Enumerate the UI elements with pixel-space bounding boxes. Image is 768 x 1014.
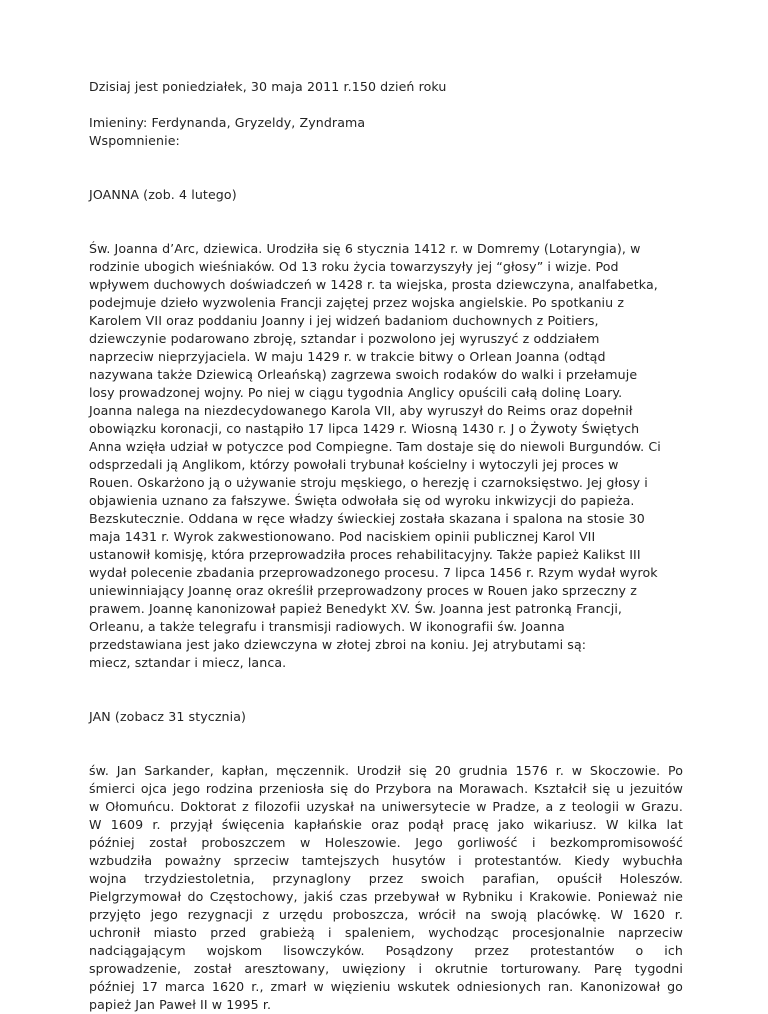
- paragraph-line: uniewinniający Joannę oraz określił przeprowadzony proces w Rouen jako sprzeczny z: [89, 583, 637, 598]
- paragraph-line: Joanna nalega na niezdecydowanego Karola VII, aby wyruszył do Reims oraz dopełnił: [89, 403, 633, 418]
- paragraph-line: przyjęto jego rezygnacji z urzędu proboszcza, wrócił na swoją placówkę. W 1620 r.: [89, 907, 683, 922]
- name-days-line: Imieniny: Ferdynanda, Gryzeldy, Zyndrama: [89, 115, 366, 130]
- paragraph-line: maja 1431 r. Wyrok zakwestionowano. Pod naciskiem opinii publicznej Karol VII: [89, 529, 596, 544]
- paragraph-line: uchronił miasto przed grabieżą i spaleniem, wychodząc procesjonalnie naprzeciw: [89, 925, 683, 940]
- paragraph-line: Św. Joanna d’Arc, dziewica. Urodziła się 6 stycznia 1412 r. w Domremy (Lotaryngia), w: [89, 241, 641, 256]
- paragraph-line: W 1609 r. przyjął święcenia kapłańskie oraz podął pracę jako wikariusz. W kilka lat: [89, 817, 683, 832]
- paragraph-line: nadciągającym wojskom lisowczyków. Posądzony przez protestantów o ich: [89, 943, 683, 958]
- paragraph-line: ustanowił komisję, która przeprowadziła proces rehabilitacyjny. Także papież Kalikst III: [89, 547, 641, 562]
- paragraph-line: Bezskutecznie. Oddana w ręce władzy świeckiej została skazana i spalona na stosie 30: [89, 511, 645, 526]
- paragraph-line: w Ołomuńcu. Doktorat z filozofii uzyskał na uniwersytecie w Pradze, a z teologii w Grazu.: [89, 799, 683, 814]
- paragraph-line: wojna trzydziestoletnia, przynaglony przez swoich parafian, opuścił Holeszów.: [89, 871, 683, 886]
- paragraph-line: wzbudziła poważny sprzeciw tamtejszych husytów i protestantów. Kiedy wybuchła: [89, 853, 683, 868]
- paragraph-line: śmierci ojca jego rodzina przeniosła się do Przybora na Morawach. Kształcił się u jezuitów: [89, 781, 683, 796]
- paragraph-line: Rouen. Oskarżono ją o używanie stroju męskiego, o herezję i czarnoksięstwo. Jej głosy i: [89, 475, 648, 490]
- paragraph-line: miecz, sztandar i miecz, lanca.: [89, 655, 287, 670]
- paragraph-line: przedstawiana jest jako dziewczyna w złotej zbroi na koniu. Jej atrybutami są:: [89, 637, 587, 652]
- paragraph-line: Orleanu, a także telegrafu i transmisji radiowych. W ikonografii św. Joanna: [89, 619, 565, 634]
- paragraph-line: później 17 marca 1620 r., zmarł w więzieniu wskutek odniesionych ran. Kanonizował go: [89, 979, 683, 994]
- jan-paragraph: [89, 762, 683, 1014]
- jan-heading: JAN (zobacz 31 stycznia): [89, 709, 247, 724]
- paragraph-line: Anna wzięła udział w potyczce pod Compiegne. Tam dostaje się do niewoli Burgundów. Ci: [89, 439, 661, 454]
- paragraph-line: losy prowadzonej wojny. Po niej w ciągu tygodnia Anglicy opuścili całą dolinę Loary.: [89, 385, 623, 400]
- paragraph-line: św. Jan Sarkander, kapłan, męczennik. Urodził się 20 grudnia 1576 r. w Skoczowie. Po: [89, 763, 683, 778]
- document-page: [89, 78, 683, 1014]
- paragraph-line: sprowadzenie, został aresztowany, uwięziony i okrutnie torturowany. Parę tygodni: [89, 961, 683, 976]
- paragraph-line: odsprzedali ją Anglikom, którzy powołali trybunał kościelny i wytoczyli jej proces w: [89, 457, 619, 472]
- paragraph-line: wydał polecenie zbadania przeprowadzonego procesu. 7 lipca 1456 r. Rzym wydał wyrok: [89, 565, 658, 580]
- paragraph-line: dziewczynie podarowano zbroję, sztandar i pozwolono jej wyruszyć z oddziałem: [89, 331, 600, 346]
- paragraph-line: Pielgrzymował do Częstochowy, jakiś czas przebywał w Rybniku i Krakowie. Ponieważ nie: [89, 889, 683, 904]
- paragraph-line: obowiązku koronacji, co nastąpiło 17 lipca 1429 r. Wiosną 1430 r. J o Żywoty Świętych: [89, 421, 640, 436]
- paragraph-line: prawem. Joannę kanonizował papież Benedykt XV. Św. Joanna jest patronką Francji,: [89, 601, 623, 616]
- date-line: Dzisiaj jest poniedziałek, 30 maja 2011 r.150 dzień roku: [89, 79, 447, 94]
- paragraph-line: później został proboszczem w Holeszowie. Jego gorliwość i bezkompromisowość: [89, 835, 683, 850]
- joanna-paragraph: [89, 240, 683, 672]
- paragraph-line: wpływem duchowych doświadczeń w 1428 r. ta wiejska, prosta dziewczyna, analfabetka,: [89, 277, 658, 292]
- paragraph-line: objawienia uznano za fałszywe. Święta odwołała się od wyroku inkwizycji do papieża.: [89, 493, 635, 508]
- paragraph-line: nazywana także Dziewicą Orleańską) zagrzewa swoich rodaków do walki i przełamuje: [89, 367, 638, 382]
- memorial-line: Wspomnienie:: [89, 133, 180, 148]
- paragraph-line: rodzinie ubogich wieśniaków. Od 13 roku życia towarzyszyły jej “głosy” i wizje. Pod: [89, 259, 619, 274]
- joanna-heading: JOANNA (zob. 4 lutego): [89, 187, 237, 202]
- paragraph-line: papież Jan Paweł II w 1995 r.: [89, 997, 272, 1012]
- paragraph-line: naprzeciw nieprzyjaciela. W maju 1429 r. w trakcie bitwy o Orlean Joanna (odtąd: [89, 349, 606, 364]
- paragraph-line: Karolem VII oraz poddaniu Joanny i jej widzeń badaniom duchownych z Poitiers,: [89, 313, 599, 328]
- paragraph-line: podejmuje dzieło wyzwolenia Francji zajętej przez wojska angielskie. Po spotkaniu z: [89, 295, 625, 310]
